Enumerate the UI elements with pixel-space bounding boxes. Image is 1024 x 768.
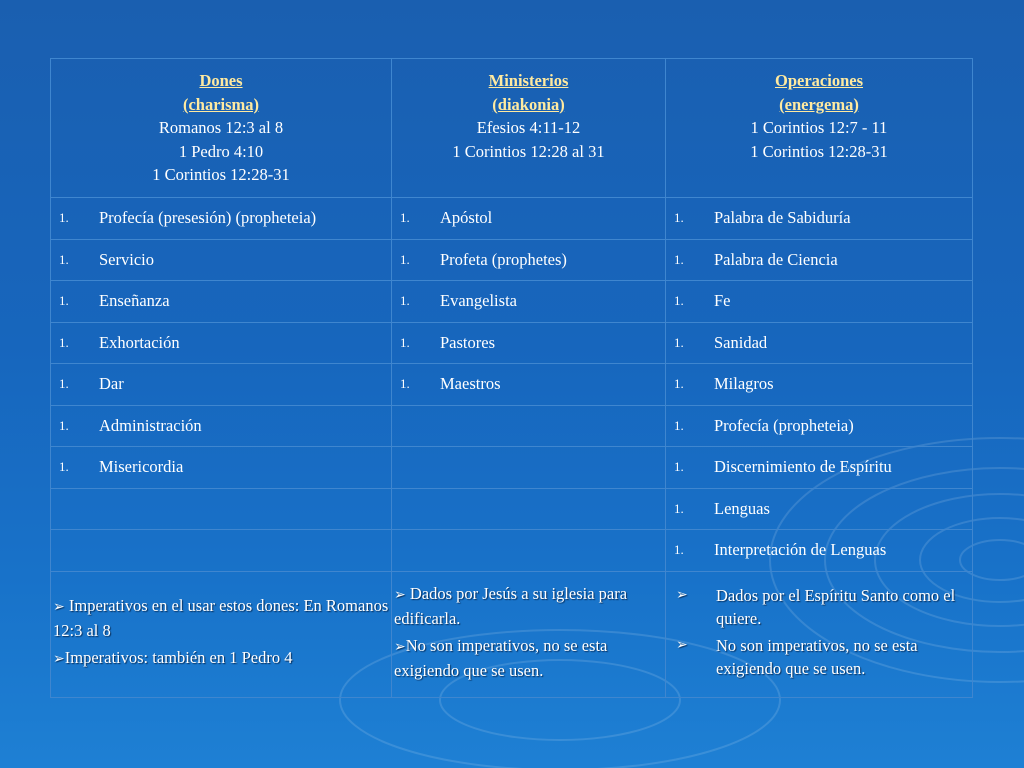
list-number: 1. (674, 500, 684, 516)
table-row (51, 281, 973, 323)
arrow-bullet-icon: ➢ (394, 640, 406, 655)
column-title: Operaciones (775, 71, 863, 90)
column-title: Ministerios (488, 71, 569, 90)
list-item-text: Enseñanza (99, 291, 170, 311)
list-item-text: Discernimiento de Espíritu (714, 457, 892, 477)
footer-note: ➢No son imperativos, no se esta exigiendo que se usen. (394, 636, 608, 680)
list-item-text: Milagros (714, 374, 774, 394)
list-number: 1. (59, 293, 69, 309)
table-cell (51, 364, 392, 406)
list-item (666, 416, 972, 436)
list-number: 1. (59, 376, 69, 392)
column-reference: 1 Corintios 12:28 al 31 (452, 141, 605, 161)
column-title: Dones (199, 71, 243, 91)
table-cell (392, 239, 666, 281)
list-item (666, 291, 972, 311)
list-number: 1. (674, 334, 684, 350)
table-cell (51, 447, 392, 489)
list-number: 1. (400, 293, 410, 309)
column-reference: 1 Corintios 12:28-31 (152, 165, 290, 185)
column-subtitle: (charisma) (182, 94, 260, 114)
footer-dones (51, 571, 392, 697)
table-header-row (51, 59, 973, 198)
table-cell (51, 322, 392, 364)
table-row (51, 239, 973, 281)
list-number: 1. (400, 376, 410, 392)
list-number: 1. (59, 210, 69, 226)
list-number: 1. (400, 334, 410, 350)
list-item (666, 499, 972, 519)
list-item (666, 208, 972, 228)
table-row (51, 488, 973, 530)
table-cell (666, 239, 973, 281)
list-number: 1. (59, 417, 69, 433)
list-item (666, 540, 972, 560)
table-cell (392, 322, 666, 364)
table-cell (392, 447, 666, 489)
list-item (51, 291, 391, 311)
list-number: 1. (400, 210, 410, 226)
table-row (51, 447, 973, 489)
table-cell (666, 405, 973, 447)
list-item (51, 374, 391, 394)
table-cell (666, 488, 973, 530)
list-number: 1. (674, 542, 684, 558)
list-item (392, 374, 665, 394)
list-item-text: Sanidad (714, 332, 768, 352)
table-cell (392, 198, 666, 240)
list-item-text: Misericordia (99, 457, 184, 477)
table-cell (666, 447, 973, 489)
list-item-text: Maestros (440, 374, 501, 394)
list-item (666, 250, 972, 270)
arrow-bullet-icon: ➢ (53, 599, 65, 615)
list-item-text: Administración (99, 415, 202, 435)
column-reference: Romanos 12:3 al 8 (158, 118, 284, 138)
list-item-text: Servicio (99, 249, 154, 269)
column-subtitle: (energema) (779, 94, 859, 114)
list-item-text: Profecía (propheteia) (714, 415, 854, 435)
table-row (51, 322, 973, 364)
table-cell (666, 281, 973, 323)
list-item (51, 333, 391, 353)
table-row (51, 198, 973, 240)
table-body (51, 198, 973, 572)
header-dones (51, 59, 392, 198)
list-item (666, 457, 972, 477)
table-cell (51, 405, 392, 447)
table-cell (51, 239, 392, 281)
list-item-text: Apóstol (440, 208, 493, 228)
list-item (392, 333, 665, 353)
list-number: 1. (674, 417, 684, 433)
list-number: 1. (674, 293, 684, 309)
table-cell (666, 322, 973, 364)
list-item-text: Lenguas (714, 498, 770, 518)
list-item-text: Exhortación (99, 332, 180, 352)
footer-note: ➢ Imperativos en el usar estos dones: En Romanos 12:3 al 8 (53, 595, 389, 640)
arrow-bullet-icon: ➢ (676, 588, 688, 603)
table-cell (666, 364, 973, 406)
list-item-text: Profeta (prophetes) (440, 249, 567, 269)
arrow-bullet-icon: ➢ (394, 588, 406, 603)
list-number: 1. (59, 334, 69, 350)
gifts-table (50, 58, 973, 698)
table-cell (51, 281, 392, 323)
column-reference: Efesios 4:11-12 (476, 118, 581, 137)
list-item (51, 208, 391, 228)
list-item (666, 374, 972, 394)
arrow-bullet-icon: ➢ (53, 651, 65, 667)
table-cell (392, 530, 666, 572)
list-item-text: Palabra de Ciencia (714, 249, 838, 269)
column-subtitle: (diakonia) (492, 94, 565, 114)
list-item-text: Interpretación de Lenguas (714, 540, 887, 560)
list-number: 1. (674, 459, 684, 475)
footer-note: ➢ Dados por Jesús a su iglesia para edificarla. (394, 584, 628, 628)
table-cell (666, 530, 973, 572)
column-reference: 1 Corintios 12:7 - 11 (750, 118, 888, 137)
footer-operaciones (666, 571, 973, 697)
table-cell (51, 530, 392, 572)
list-item-text: Pastores (440, 332, 495, 352)
column-reference: 1 Corintios 12:28-31 (750, 141, 888, 161)
footer-ministerios (392, 571, 666, 697)
list-number: 1. (674, 210, 684, 226)
table-cell (51, 198, 392, 240)
table-cell (392, 405, 666, 447)
footer-note: ➢ No son imperativos, no se esta exigiendo que se usen. (676, 636, 918, 678)
footer-note: ➢Imperativos: también en 1 Pedro 4 (53, 647, 293, 667)
list-item (51, 250, 391, 270)
column-reference: 1 Pedro 4:10 (178, 141, 264, 161)
list-item-text: Palabra de Sabiduría (714, 208, 851, 228)
list-number: 1. (674, 376, 684, 392)
header-operaciones (666, 59, 973, 198)
list-item (666, 333, 972, 353)
table-row (51, 405, 973, 447)
list-number: 1. (59, 251, 69, 267)
table-footer-row (51, 571, 973, 697)
list-item (392, 291, 665, 311)
list-item-text: Profecía (presesión) (propheteia) (99, 208, 317, 228)
list-item (51, 416, 391, 436)
list-item (51, 457, 391, 477)
table-cell (392, 488, 666, 530)
table-row (51, 364, 973, 406)
list-number: 1. (674, 251, 684, 267)
list-item (392, 208, 665, 228)
list-item-text: Dar (99, 374, 124, 394)
list-item-text: Fe (714, 291, 731, 311)
table-cell (392, 364, 666, 406)
list-item (392, 250, 665, 270)
header-ministerios (392, 59, 666, 198)
table-cell (51, 488, 392, 530)
list-number: 1. (59, 459, 69, 475)
footer-note: ➢ Dados por el Espíritu Santo como el quiere. (676, 586, 956, 628)
table-cell (392, 281, 666, 323)
list-number: 1. (400, 251, 410, 267)
arrow-bullet-icon: ➢ (676, 638, 688, 653)
table-row (51, 530, 973, 572)
list-item-text: Evangelista (440, 291, 517, 311)
table-cell (666, 198, 973, 240)
